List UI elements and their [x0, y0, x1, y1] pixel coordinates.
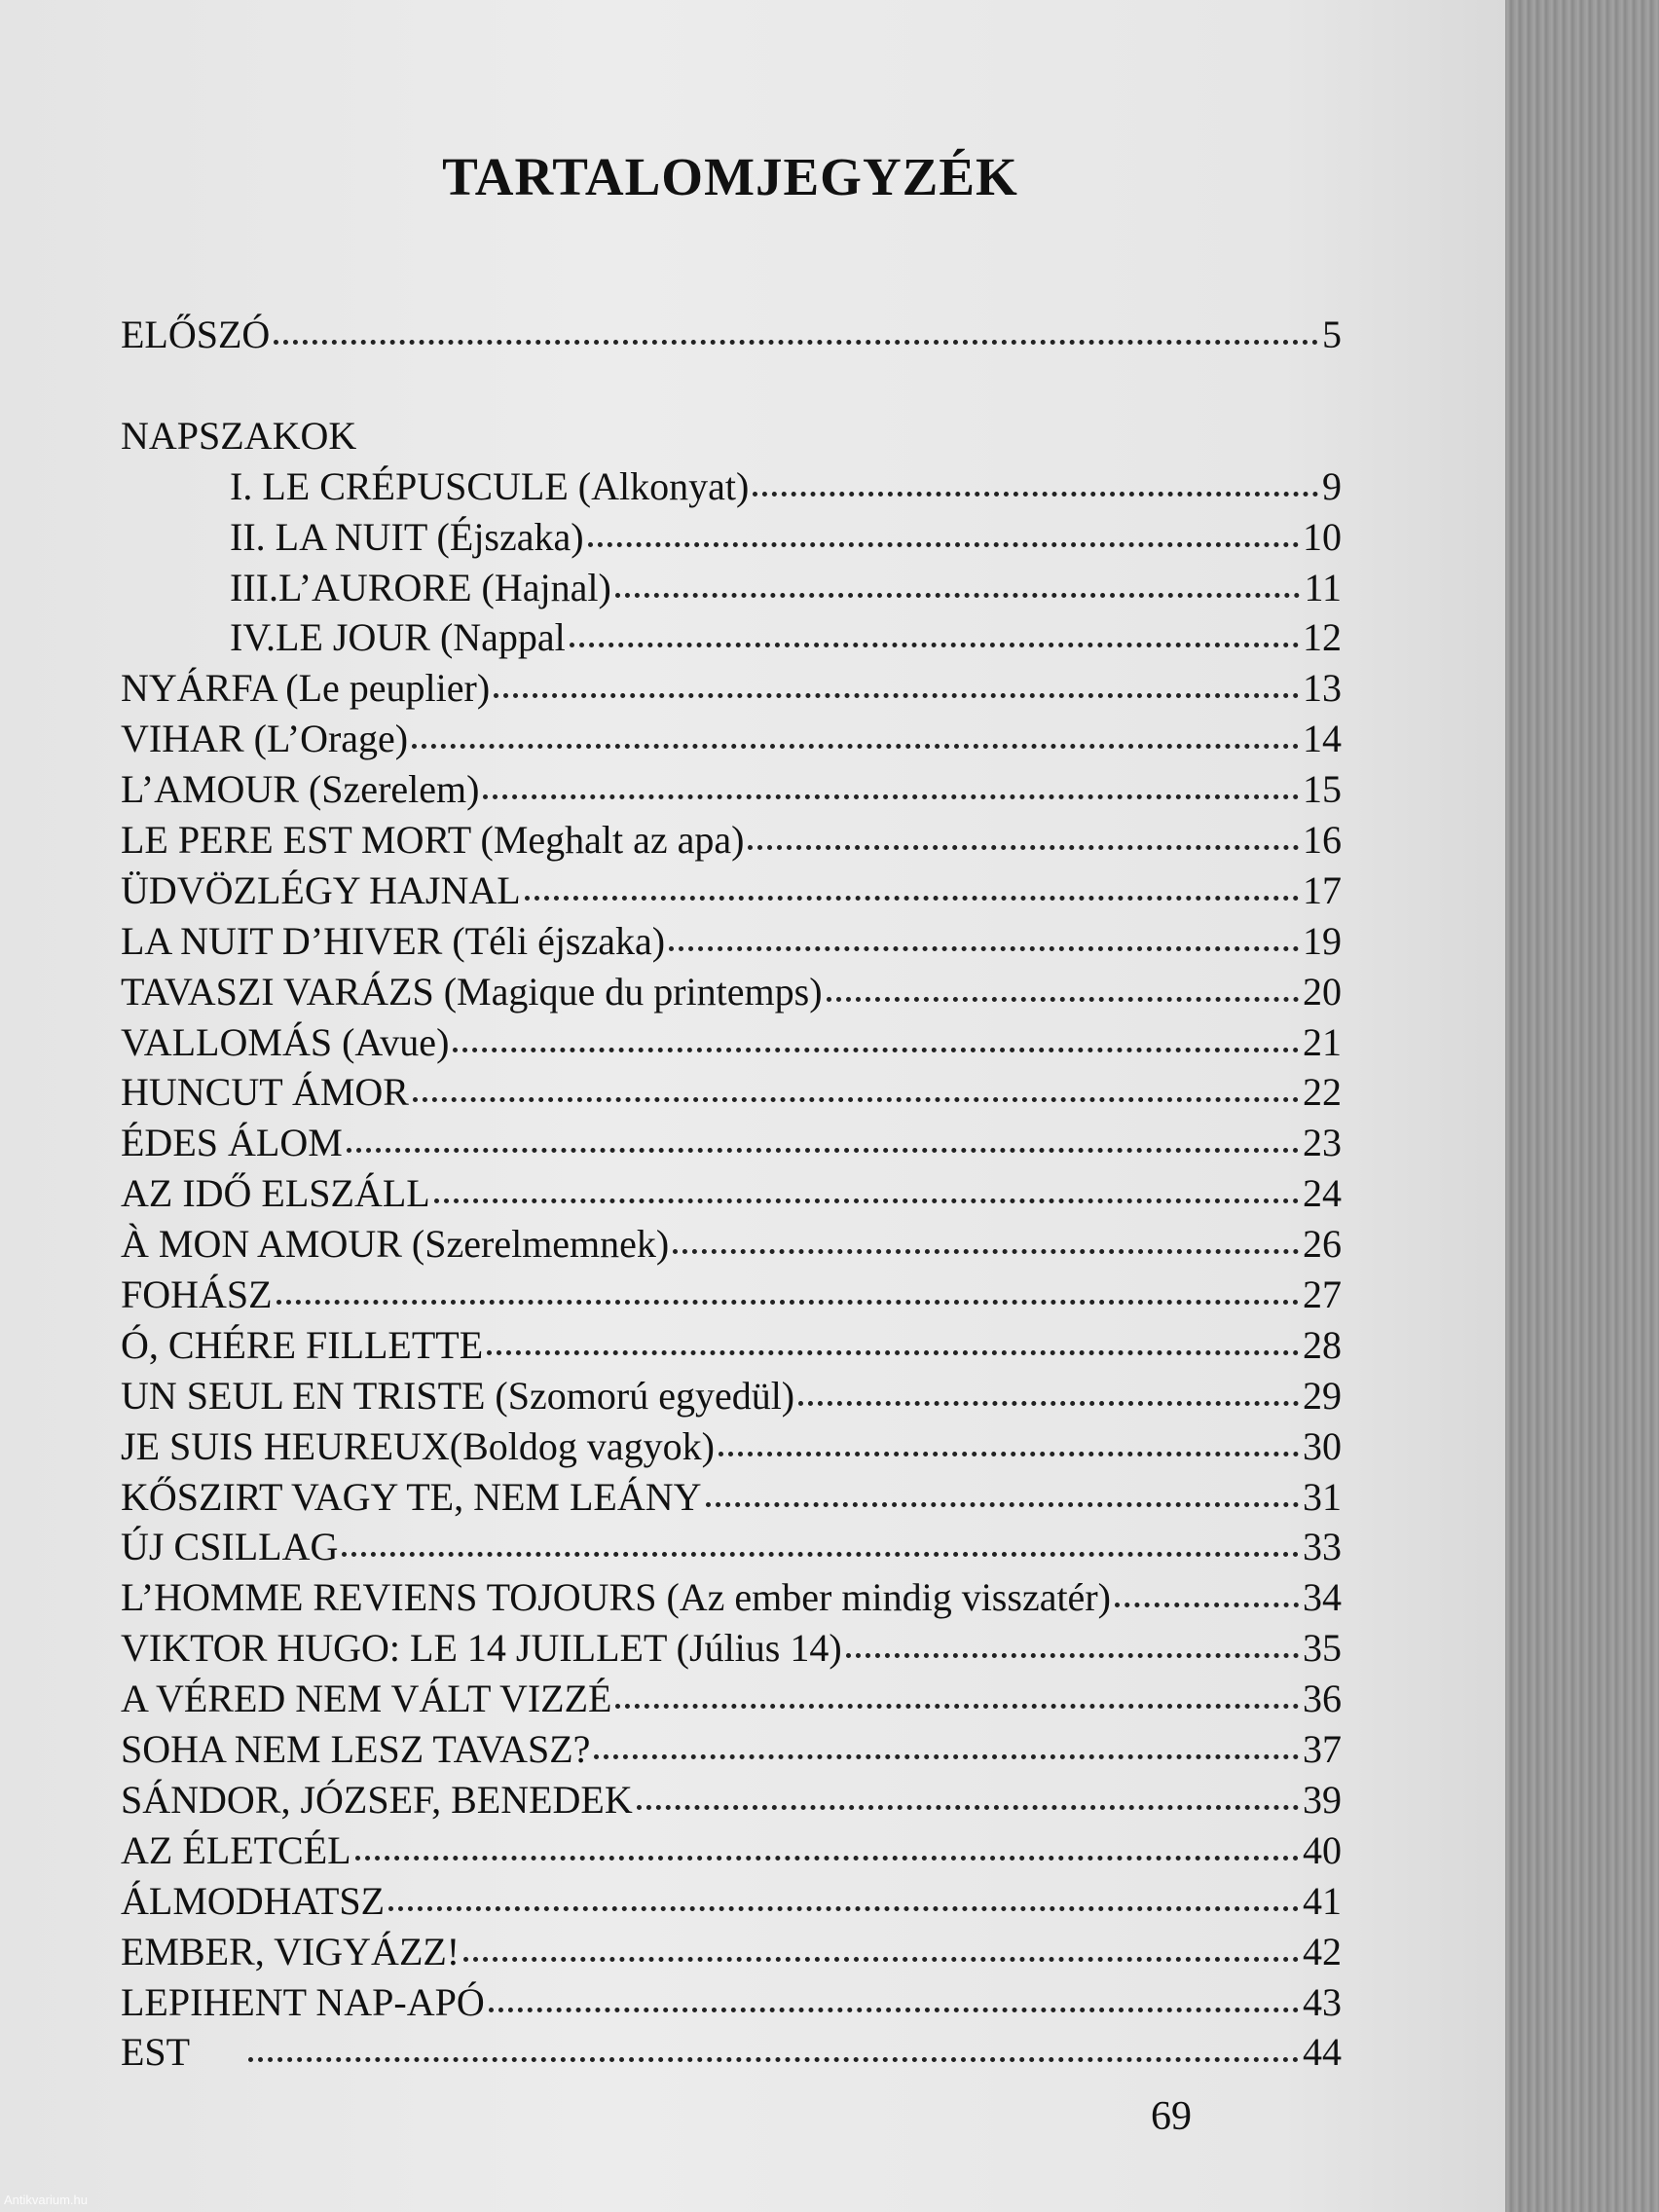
- dot-leader: [489, 2008, 1299, 2012]
- toc-entry-page: 23: [1303, 1121, 1342, 1165]
- toc-entry-page: 10: [1303, 514, 1342, 559]
- dot-leader: [413, 1097, 1299, 1102]
- toc-entry: [121, 1320, 1342, 1371]
- toc-entry: [121, 815, 1342, 866]
- toc-entry: [121, 1168, 1342, 1219]
- dot-leader: [594, 1754, 1299, 1759]
- dot-leader: [487, 1350, 1299, 1355]
- toc-entry: [121, 310, 1342, 360]
- toc-entry-title: SOHA NEM LESZ TAVASZ?: [121, 1727, 591, 1772]
- toc-entry: [121, 1623, 1342, 1674]
- toc-entry-page: 35: [1303, 1626, 1342, 1671]
- toc-entry-page: 14: [1303, 717, 1342, 761]
- toc-entry-page: 17: [1303, 867, 1342, 912]
- dot-leader: [615, 1704, 1299, 1709]
- toc-entry: [121, 1118, 1342, 1168]
- dot-leader: [355, 1856, 1299, 1861]
- toc-entry: [121, 1472, 1342, 1523]
- toc-entry-page: 40: [1303, 1827, 1342, 1872]
- toc-entry-title: II. LA NUIT (Éjszaka): [230, 514, 584, 559]
- toc-section-heading: [121, 411, 1342, 461]
- dot-leader: [276, 1300, 1299, 1305]
- toc-entry-title: AZ IDŐ ELSZÁLL: [121, 1171, 430, 1216]
- dot-leader: [706, 1502, 1299, 1507]
- toc-entry-title: ÁLMODHATSZ: [121, 1878, 386, 1923]
- dot-leader: [798, 1401, 1299, 1406]
- toc-entry-title: VIHAR (L’Orage): [121, 717, 409, 761]
- toc-entry-title: ELŐSZÓ: [121, 313, 271, 356]
- toc-entry-title: AZ ÉLETCÉL: [121, 1827, 351, 1872]
- toc-entry-page: 13: [1303, 666, 1342, 711]
- toc-entry: [121, 1522, 1342, 1572]
- toc-entry-title: VIKTOR HUGO: LE 14 JUILLET (Július 14): [121, 1626, 842, 1671]
- dot-leader: [525, 896, 1299, 901]
- toc-entry-page: 15: [1303, 767, 1342, 812]
- toc-entry-page: 30: [1303, 1423, 1342, 1468]
- toc-entry: [121, 1371, 1342, 1421]
- dot-leader: [637, 1805, 1299, 1810]
- toc-entry-page: 24: [1303, 1171, 1342, 1216]
- dot-leader: [827, 997, 1299, 1002]
- dot-leader: [719, 1452, 1299, 1456]
- toc-entry-page: 20: [1303, 969, 1342, 1014]
- toc-entry-page: 9: [1322, 463, 1342, 508]
- dot-leader: [248, 2057, 1299, 2062]
- dot-leader: [748, 845, 1299, 850]
- toc-entry-title: IV.LE JOUR (Nappal: [230, 615, 566, 660]
- toc-entry-page: 31: [1303, 1474, 1342, 1519]
- toc-entry: [121, 1572, 1342, 1623]
- toc-entry-page: 28: [1303, 1322, 1342, 1367]
- toc-entry-title: JE SUIS HEUREUX(Boldog vagyok): [121, 1423, 715, 1468]
- dot-leader: [453, 1048, 1299, 1052]
- dot-leader: [846, 1653, 1299, 1658]
- toc-entry: [121, 1674, 1342, 1724]
- dot-leader: [483, 794, 1299, 799]
- toc-entry-page: 41: [1303, 1878, 1342, 1923]
- toc-entry-page: 43: [1303, 1979, 1342, 2024]
- toc-entry-title: EST: [121, 2030, 191, 2075]
- toc-entry-title: III.L’AURORE (Hajnal): [230, 565, 611, 609]
- toc-entry: [121, 1067, 1342, 1118]
- toc-entry-title: TAVASZI VARÁZS (Magique du printemps): [121, 969, 823, 1014]
- toc-entry-page: 27: [1303, 1272, 1342, 1317]
- dot-leader: [1115, 1603, 1299, 1607]
- dot-leader: [342, 1552, 1299, 1557]
- toc-entry-page: 44: [1303, 2030, 1342, 2075]
- watermark: Antikvarium.hu: [4, 2193, 88, 2207]
- toc-entry-title: A VÉRED NEM VÁLT VIZZÉ: [121, 1677, 612, 1721]
- toc-entry-title: EMBER, VIGYÁZZ!: [121, 1929, 461, 1973]
- dot-leader: [347, 1148, 1299, 1153]
- dot-leader: [588, 542, 1299, 547]
- toc-entry: [121, 1876, 1342, 1927]
- toc-entry: [121, 1724, 1342, 1775]
- toc-entry-title: KŐSZIRT VAGY TE, NEM LEÁNY: [121, 1474, 702, 1519]
- toc-entry-page: 33: [1303, 1525, 1342, 1569]
- toc-entry-title: ÚJ CSILLAG: [121, 1525, 339, 1569]
- dot-leader: [388, 1906, 1299, 1911]
- toc-entry: [121, 612, 1342, 663]
- toc-entry: [121, 1825, 1342, 1876]
- toc-title: TARTALOMJEGYZÉK: [442, 147, 1018, 206]
- toc-entry-page: 5: [1322, 313, 1342, 356]
- toc-entry: [121, 563, 1342, 613]
- toc-entry-title: À MON AMOUR (Szerelmemnek): [121, 1222, 670, 1267]
- dot-leader: [494, 693, 1299, 698]
- toc-entry-page: 11: [1304, 565, 1342, 609]
- toc-entry: [121, 714, 1342, 764]
- dot-leader: [570, 643, 1299, 647]
- toc-entry-page: 19: [1303, 918, 1342, 963]
- toc-entry: [121, 1421, 1342, 1472]
- toc-entry-title: LA NUIT D’HIVER (Téli éjszaka): [121, 918, 666, 963]
- toc-entry: [121, 461, 1342, 512]
- toc-entry: [121, 916, 1342, 967]
- toc-entry-page: 37: [1303, 1727, 1342, 1772]
- toc-entry-page: 29: [1303, 1373, 1342, 1418]
- page-number: 69: [1151, 2094, 1192, 2139]
- toc-entry-page: 12: [1303, 615, 1342, 660]
- toc-entry-title: SÁNDOR, JÓZSEF, BENEDEK: [121, 1777, 633, 1822]
- toc-entry: [121, 1927, 1342, 1977]
- dot-leader: [434, 1198, 1299, 1203]
- dot-leader: [615, 593, 1301, 598]
- toc-entry-title: Ó, CHÉRE FILLETTE: [121, 1322, 484, 1367]
- toc-entry: [121, 1270, 1342, 1320]
- toc-entry-title: FOHÁSZ: [121, 1272, 273, 1317]
- toc-entry-page: 42: [1303, 1929, 1342, 1973]
- toc-entry-page: 34: [1303, 1575, 1342, 1620]
- toc-entry: [121, 1017, 1342, 1068]
- toc-entry: [121, 512, 1342, 563]
- toc-entry-title: UN SEUL EN TRISTE (Szomorú egyedül): [121, 1373, 795, 1418]
- toc-entry-title: LE PERE EST MORT (Meghalt az apa): [121, 818, 745, 863]
- toc-entry: [121, 2027, 1342, 2078]
- toc-entry: [121, 1775, 1342, 1825]
- dot-leader: [274, 340, 1318, 345]
- dot-leader: [669, 946, 1299, 951]
- toc-entry-title: L’AMOUR (Szerelem): [121, 767, 480, 812]
- toc-entry-page: 22: [1303, 1070, 1342, 1115]
- toc-entry-page: 26: [1303, 1222, 1342, 1267]
- toc-entry: [121, 967, 1342, 1017]
- dot-leader: [412, 744, 1299, 749]
- toc-entry-page: 36: [1303, 1677, 1342, 1721]
- toc-entry-title: NAPSZAKOK: [121, 413, 357, 458]
- toc-entry-title: NYÁRFA (Le peuplier): [121, 666, 491, 711]
- toc-entry-title: HUNCUT ÁMOR: [121, 1070, 409, 1115]
- toc-entry-page: 39: [1303, 1777, 1342, 1822]
- dot-leader: [463, 1957, 1299, 1962]
- dot-leader: [673, 1249, 1299, 1254]
- toc-entry: [121, 1977, 1342, 2028]
- toc-entry: [121, 866, 1342, 916]
- toc-entry: [121, 663, 1342, 714]
- toc-entry-title: VALLOMÁS (Avue): [121, 1019, 450, 1064]
- toc-entry-page: 21: [1303, 1019, 1342, 1064]
- page-stack-edge: [1505, 0, 1659, 2212]
- toc-entry: [121, 764, 1342, 815]
- toc-list: [121, 310, 1342, 2078]
- toc-entry-title: L’HOMME REVIENS TOJOURS (Az ember mindig visszatér): [121, 1575, 1111, 1620]
- toc-entry-title: LEPIHENT NAP-APÓ: [121, 1979, 485, 2024]
- dot-leader: [753, 492, 1318, 497]
- toc-entry: [121, 1219, 1342, 1270]
- toc-entry-title: I. LE CRÉPUSCULE (Alkonyat): [230, 463, 750, 508]
- toc-entry-title: ÉDES ÁLOM: [121, 1121, 343, 1165]
- toc-entry-title: ÜDVÖZLÉGY HAJNAL: [121, 867, 521, 912]
- toc-entry-page: 16: [1303, 818, 1342, 863]
